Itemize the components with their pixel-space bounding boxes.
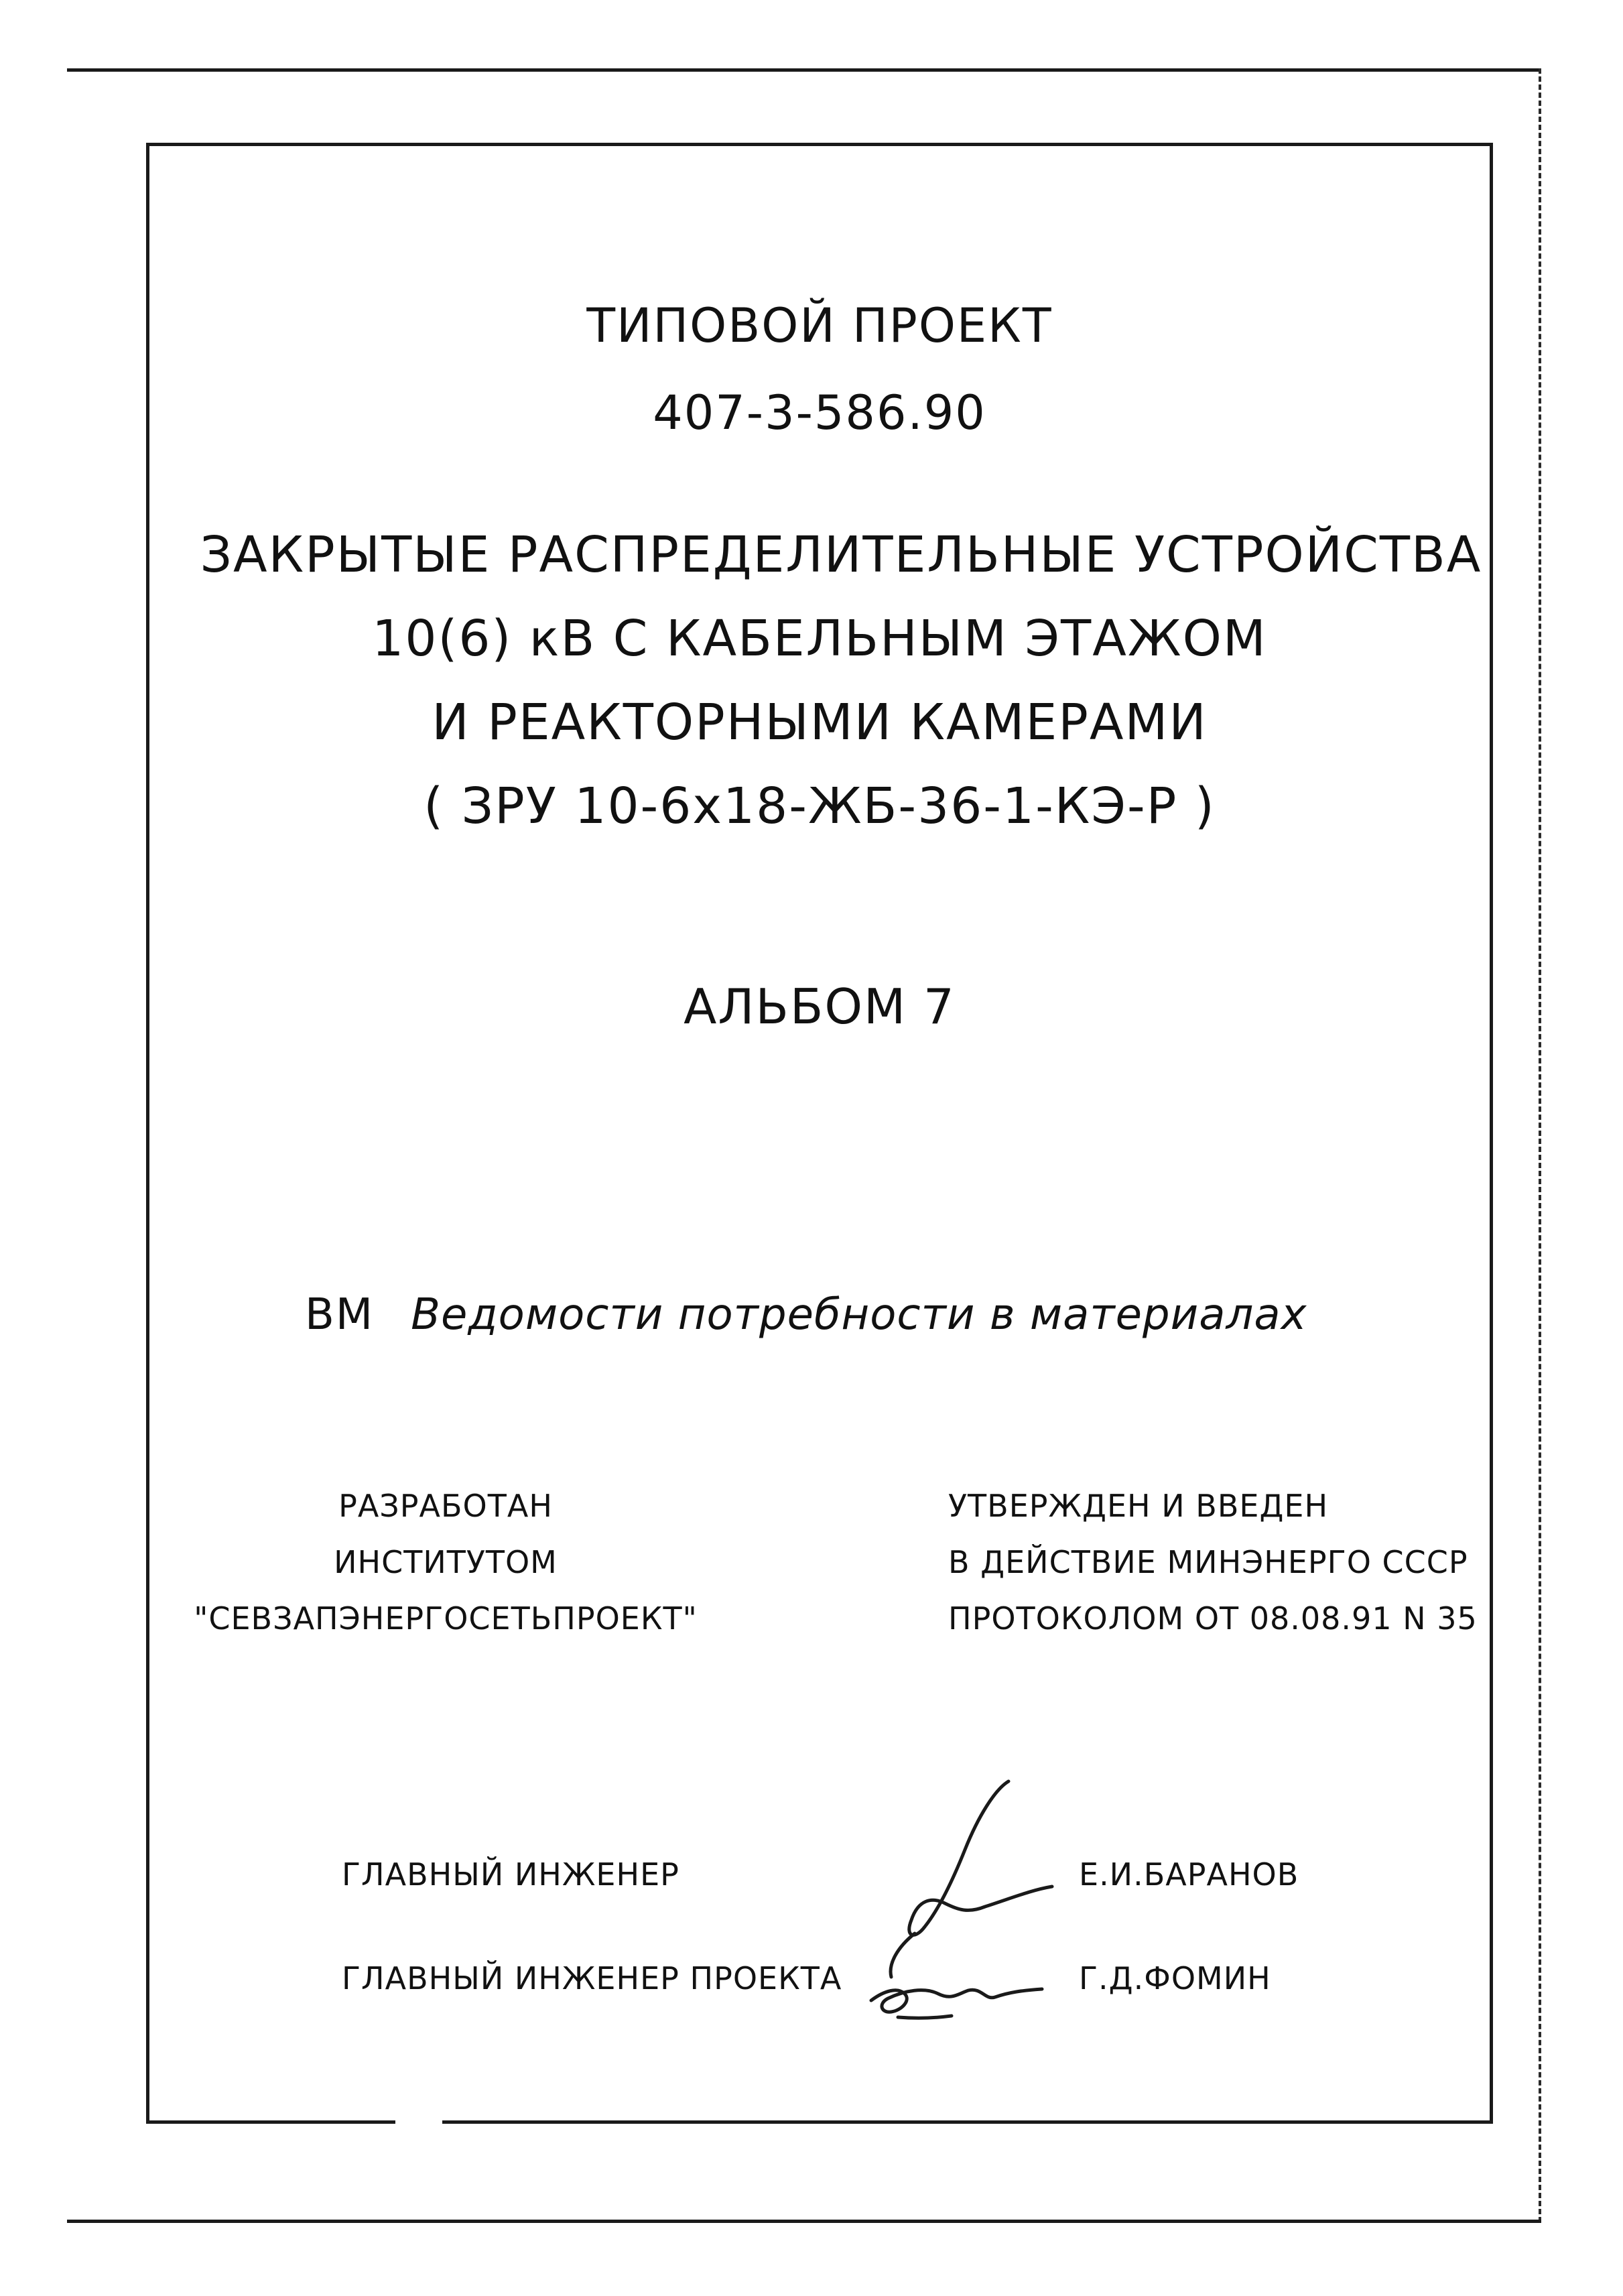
- approval-block: [948, 1478, 1484, 1647]
- title-line-4: ( ЗРУ 10-6х18-ЖБ-36-1-КЭ-Р ): [424, 777, 1216, 835]
- frame-gap: [395, 2118, 442, 2128]
- section-name: Ведомости потребности в материалах: [411, 1290, 1307, 1340]
- approval-line-1: УТВЕРЖДЕН И ВВЕДЕН: [948, 1488, 1329, 1524]
- developer-line-1: РАЗРАБОТАН: [338, 1488, 553, 1524]
- developer-line-2: ИНСТИТУТОМ: [334, 1544, 558, 1580]
- approval-line-3: ПРОТОКОЛОМ ОТ 08.08.91 N 35: [948, 1600, 1478, 1637]
- signer-role-2: ГЛАВНЫЙ ИНЖЕНЕР ПРОЕКТА: [342, 1960, 842, 1996]
- title-line-2: 10(6) кВ С КАБЕЛЬНЫМ ЭТАЖОМ: [372, 610, 1267, 667]
- developer-block: [171, 1478, 720, 1647]
- signer-role-1: ГЛАВНЫЙ ИНЖЕНЕР: [342, 1856, 679, 1893]
- sheet-top-edge: [67, 68, 1541, 72]
- sheet-bottom-edge: [67, 2220, 1541, 2223]
- section-heading: [305, 1290, 1307, 1340]
- title-line-1: ЗАКРЫТЫЕ РАСПРЕДЕЛИТЕЛЬНЫЕ УСТРОЙСТВА: [200, 526, 1482, 584]
- album-label: АЛЬБОМ 7: [684, 978, 956, 1035]
- signer-name-1: Е.И.БАРАНОВ: [1079, 1856, 1299, 1893]
- section-code: ВМ: [305, 1290, 375, 1340]
- approval-line-2: В ДЕЙСТВИЕ МИНЭНЕРГО СССР: [948, 1544, 1468, 1580]
- handwritten-signatures: [851, 1769, 1065, 2031]
- sheet-right-edge: [1539, 68, 1541, 2222]
- title-line-3: И РЕАКТОРНЫМИ КАМЕРАМИ: [432, 694, 1208, 751]
- developer-line-3: "СЕВЗАПЭНЕРГОСЕТЬПРОЕКТ": [194, 1600, 698, 1637]
- project-type-label: ТИПОВОЙ ПРОЕКТ: [586, 298, 1053, 353]
- project-code: 407-3-586.90: [653, 385, 986, 440]
- signer-name-2: Г.Д.ФОМИН: [1079, 1960, 1271, 1996]
